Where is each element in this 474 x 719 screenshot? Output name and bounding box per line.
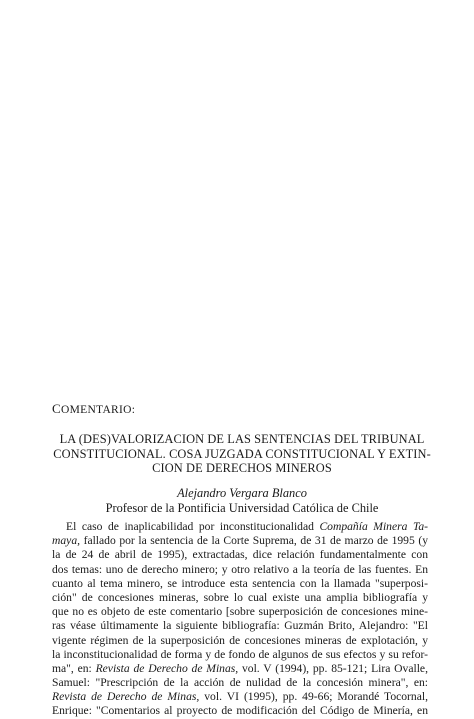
section-label-initial: C bbox=[52, 401, 61, 416]
body-line: Samuel: "Prescripción de la acción de nulidad de la concesión minera", en: bbox=[52, 676, 428, 690]
body-line: que no es objeto de este comentario [sobre superposición de concesiones mine- bbox=[52, 605, 428, 619]
author-name: Alejandro Vergara Blanco bbox=[177, 486, 307, 500]
body-line: la inconstitucionalidad de forma y de fondo de algunos de sus efectos y su refor- bbox=[52, 647, 428, 661]
body-line: ras véase últimamente la siguiente bibliografía: Guzmán Brito, Alejandro: "El bbox=[52, 619, 428, 633]
section-label-rest: OMENTARIO: bbox=[60, 404, 136, 416]
body-paragraph bbox=[52, 520, 428, 719]
body-line: Revista de Derecho de Minas, vol. VI (1995), pp. 49-66; Morandé Tocornal, bbox=[52, 690, 428, 704]
author-block bbox=[52, 486, 432, 515]
body-line: vigente régimen de la superposición de concesiones mineras de explotación, y bbox=[52, 633, 428, 647]
section-label bbox=[52, 401, 135, 417]
body-line: cuanto al tema minero, se introduce esta sentencia con la llamada "superposi- bbox=[52, 576, 428, 590]
title-line: CONSTITUCIONAL. COSA JUZGADA CONSTITUCIONAL Y EXTIN- bbox=[53, 446, 431, 461]
body-line: dos temas: uno de derecho minero; y otro relativo a la teoría de las fuentes. En bbox=[52, 562, 428, 576]
body-line: ma", en: Revista de Derecho de Minas, vol. V (1994), pp. 85-121; Lira Ovalle, bbox=[52, 661, 428, 675]
title-line: CION DE DERECHOS MINEROS bbox=[152, 461, 332, 475]
article-title bbox=[52, 432, 432, 476]
body-line: la de 24 de abril de 1995), extractadas, dice relación fundamentalmente con bbox=[52, 548, 428, 562]
author-affiliation: Profesor de la Pontificia Universidad Católica de Chile bbox=[105, 500, 379, 515]
body-line: El caso de inaplicabilidad por inconstitucionalidad Compañía Minera Ta- bbox=[66, 520, 428, 533]
title-line: LA (DES)VALORIZACION DE LAS SENTENCIAS DEL TRIBUNAL bbox=[59, 432, 425, 446]
body-line: ción" de concesiones mineras, sobre lo cual existe una amplia bibliografía y bbox=[52, 590, 428, 604]
body-line: Enrique: "Comentarios al proyecto de modificación del Código de Minería, en bbox=[52, 704, 428, 718]
body-line: maya, fallado por la sentencia de la Corte Suprema, de 31 de marzo de 1995 (y bbox=[52, 534, 428, 548]
